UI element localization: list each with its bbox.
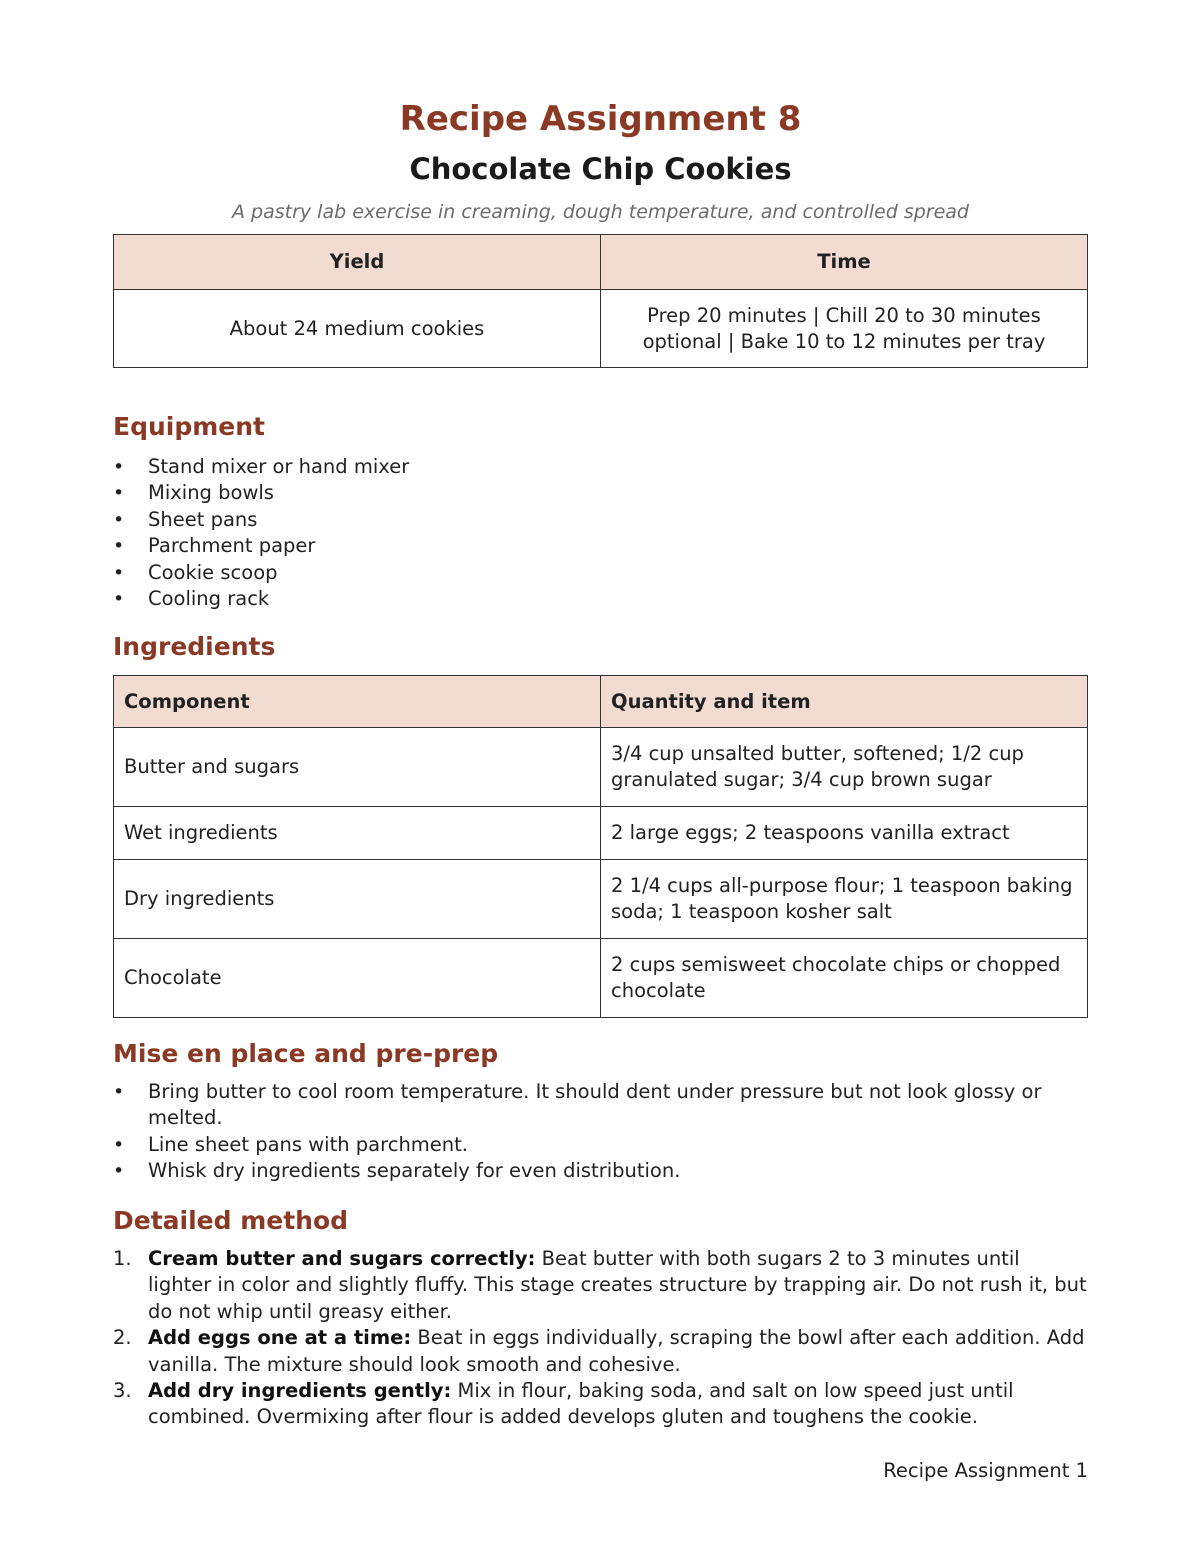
- page-footer: Recipe Assignment 1: [883, 1459, 1088, 1482]
- time-header: Time: [601, 235, 1088, 290]
- equipment-heading: Equipment: [113, 412, 265, 441]
- component-cell: Chocolate: [114, 939, 601, 1018]
- list-item: • Sheet pans: [113, 507, 1088, 533]
- quantity-header: Quantity and item: [601, 676, 1088, 728]
- quantity-cell: 2 large eggs; 2 teaspoons vanilla extract: [601, 807, 1088, 860]
- mise-heading: Mise en place and pre-prep: [113, 1039, 499, 1068]
- step-text: Mix in flour, baking soda, and salt on low speed just until combined. Overmixing after flour is added develops gluten and toughens the cookie.: [148, 1379, 1014, 1429]
- document-title: Recipe Assignment 8: [399, 99, 802, 139]
- step-lead: Add dry ingredients gently:: [148, 1379, 452, 1403]
- step-lead: Add eggs one at a time:: [148, 1326, 412, 1350]
- method-step: [113, 1246, 1088, 1325]
- list-item: • Cooling rack: [113, 586, 1088, 612]
- ingredients-table: [113, 675, 1088, 1018]
- quantity-cell: 2 cups semisweet chocolate chips or chopped chocolate: [601, 939, 1088, 1018]
- equipment-list: [113, 454, 1088, 612]
- step-text: Beat butter with both sugars 2 to 3 minutes until lighter in color and slightly fluffy. This stage creates structure by trapping air. Do not rush it, but do not whip until greasy either.: [148, 1247, 1087, 1323]
- table-row: [114, 860, 1088, 939]
- quantity-cell: 3/4 cup unsalted butter, softened; 1/2 cup granulated sugar; 3/4 cup brown sugar: [601, 728, 1088, 807]
- method-list: [113, 1246, 1088, 1431]
- step-lead: Cream butter and sugars correctly:: [148, 1247, 536, 1270]
- table-row: [114, 728, 1088, 807]
- method-heading: Detailed method: [113, 1206, 349, 1235]
- component-cell: Dry ingredients: [114, 860, 601, 939]
- list-item: • Parchment paper: [113, 533, 1088, 559]
- yield-time-table: [113, 234, 1088, 368]
- component-cell: Wet ingredients: [114, 807, 601, 860]
- table-row: [114, 807, 1088, 860]
- list-item: • Mixing bowls: [113, 480, 1088, 506]
- time-value: Prep 20 minutes | Chill 20 to 30 minutes optional | Bake 10 to 12 minutes per tray: [601, 290, 1088, 368]
- step-number: 2.: [113, 1326, 132, 1350]
- yield-header: Yield: [114, 235, 601, 290]
- method-step: [113, 1378, 1088, 1431]
- recipe-name: Chocolate Chip Cookies: [409, 152, 792, 186]
- list-item: • Whisk dry ingredients separately for even distribution.: [113, 1158, 1088, 1184]
- step-number: 1.: [113, 1247, 132, 1270]
- mise-list: [113, 1079, 1088, 1185]
- table-row: [114, 939, 1088, 1018]
- method-step: [113, 1325, 1088, 1378]
- list-item: • Cookie scoop: [113, 560, 1088, 586]
- component-header: Component: [114, 676, 601, 728]
- step-number: 3.: [113, 1379, 132, 1403]
- component-cell: Butter and sugars: [114, 728, 601, 807]
- recipe-tagline: A pastry lab exercise in creaming, dough temperature, and controlled spread: [231, 201, 969, 223]
- quantity-cell: 2 1/4 cups all-purpose flour; 1 teaspoon baking soda; 1 teaspoon kosher salt: [601, 860, 1088, 939]
- list-item: • Stand mixer or hand mixer: [113, 454, 1088, 480]
- ingredients-heading: Ingredients: [113, 632, 276, 661]
- yield-value: About 24 medium cookies: [114, 290, 601, 368]
- step-text: Beat in eggs individually, scraping the bowl after each addition. Add vanilla. The mixture should look smooth and cohesive.: [148, 1326, 1085, 1376]
- list-item: • Bring butter to cool room temperature. It should dent under pressure but not look glossy or melted.: [113, 1079, 1088, 1132]
- list-item: • Line sheet pans with parchment.: [113, 1132, 1088, 1158]
